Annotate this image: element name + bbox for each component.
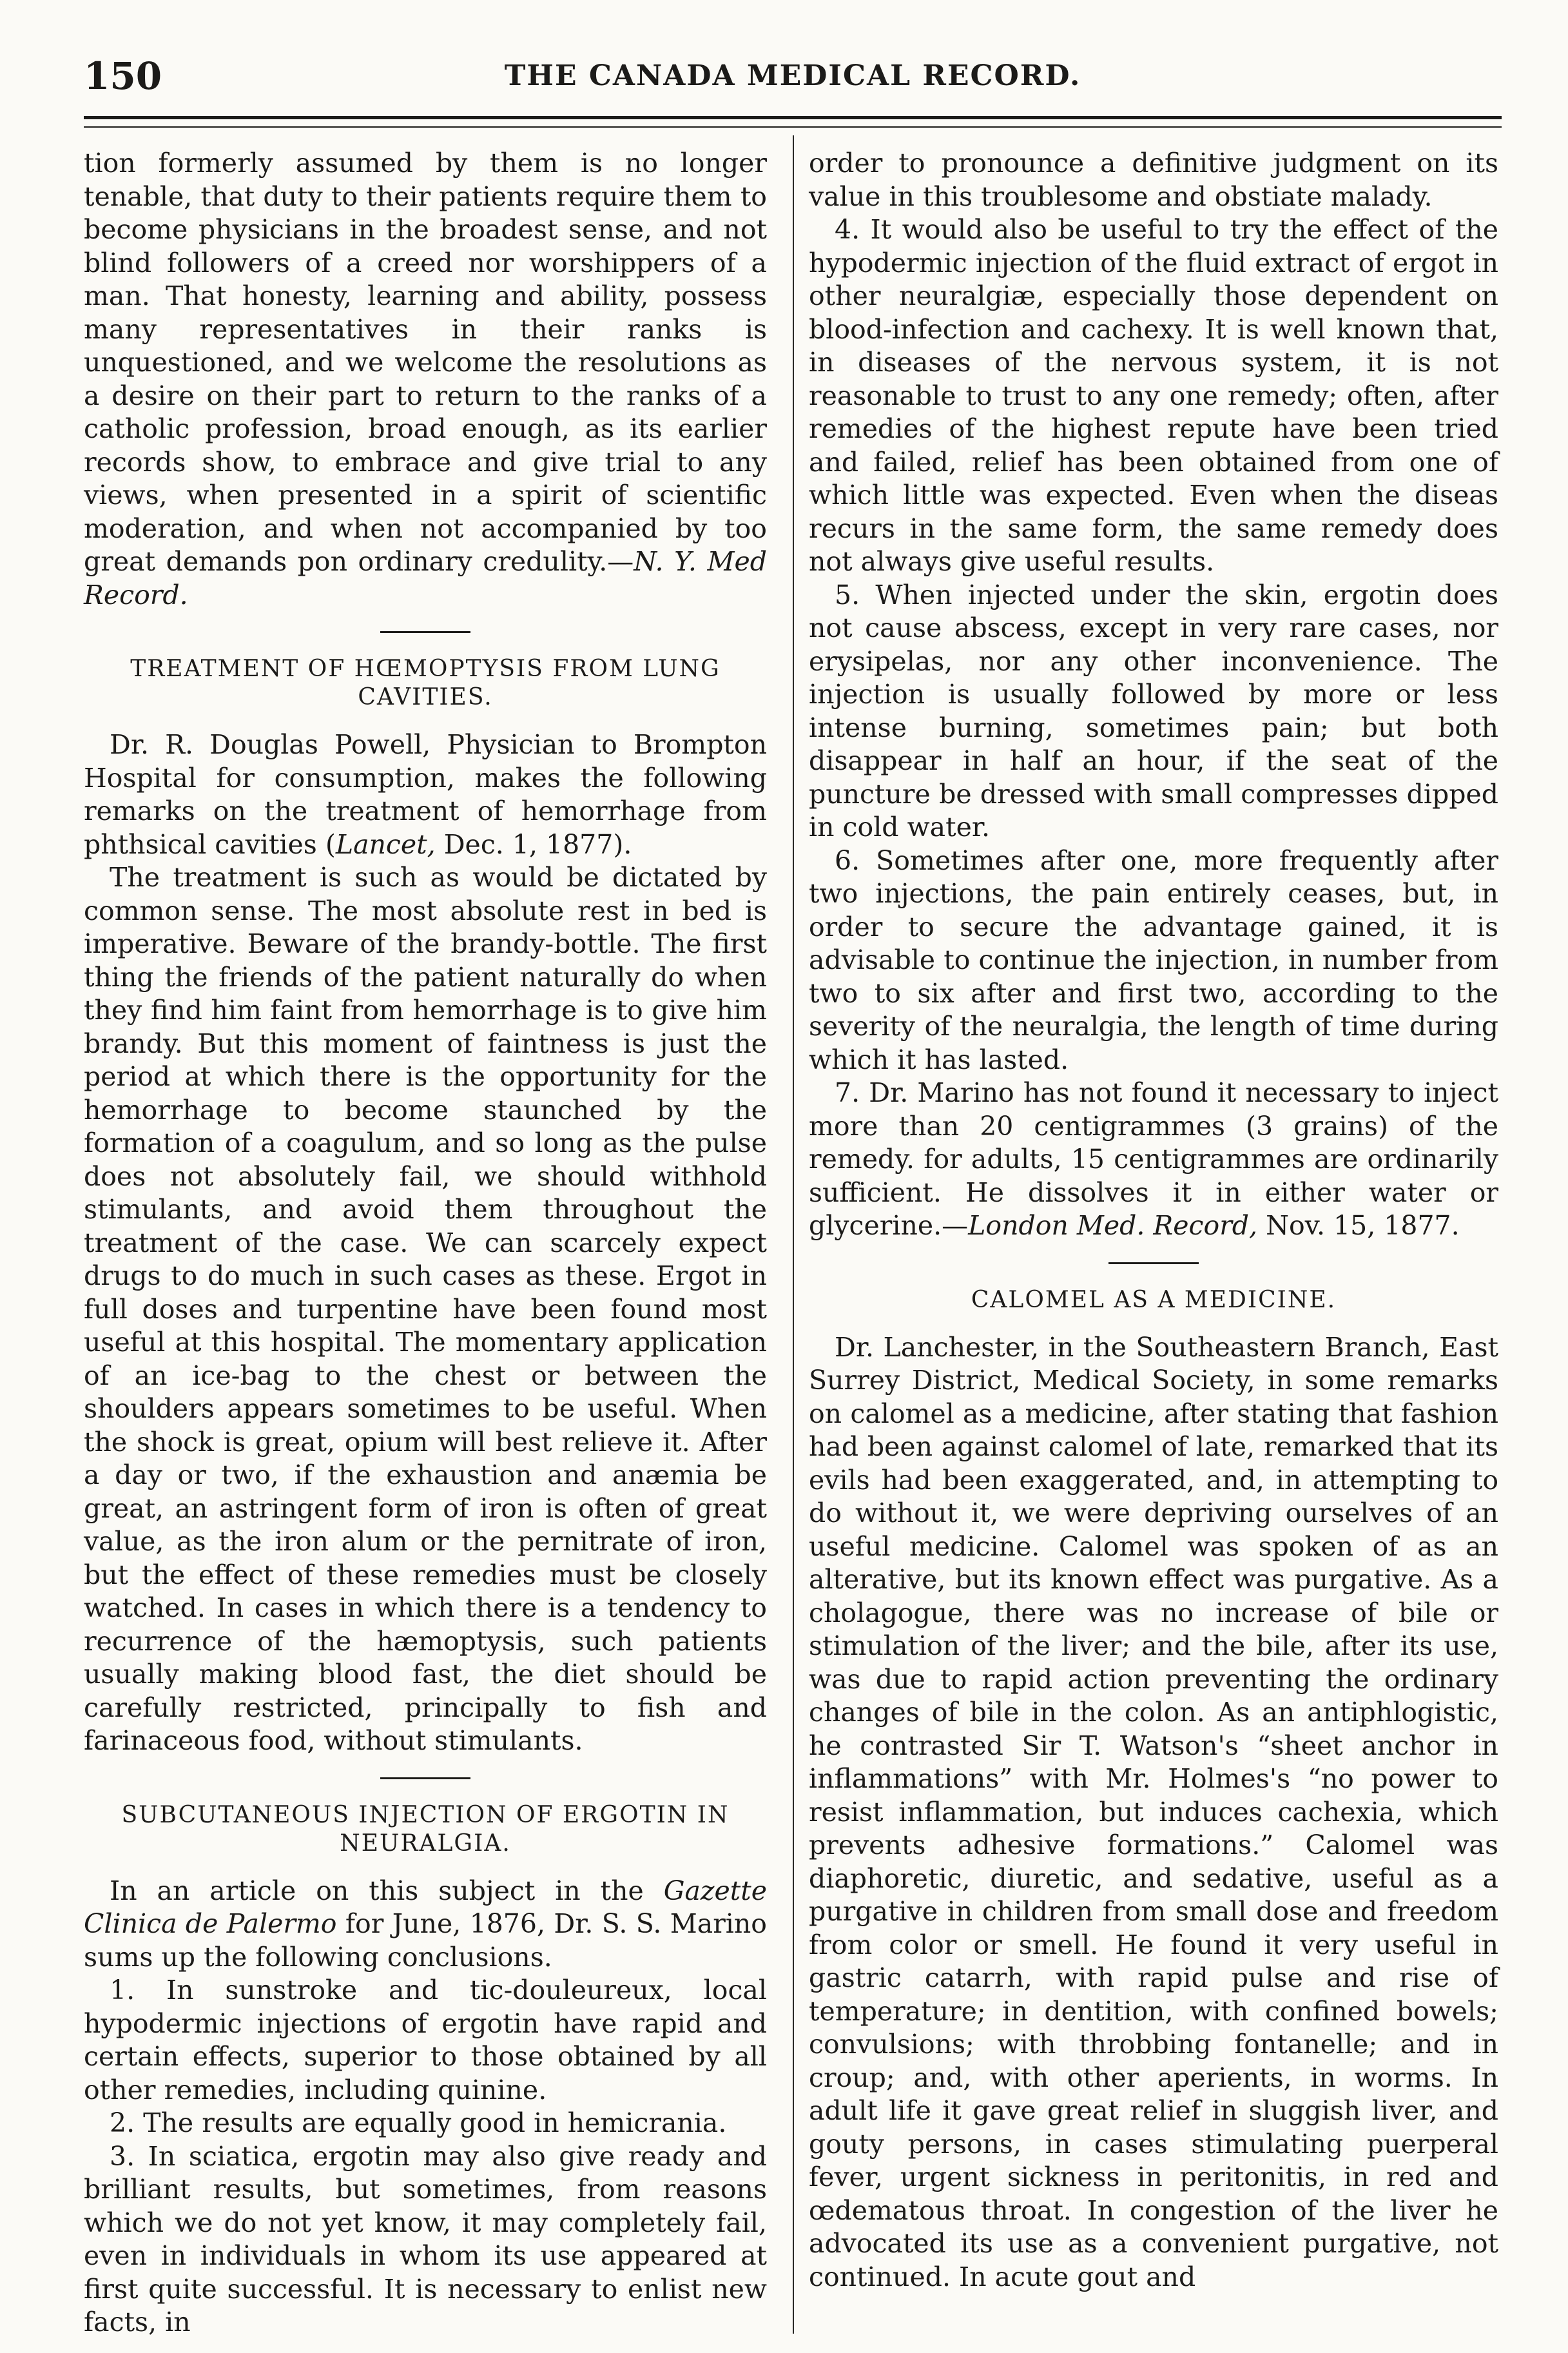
right-column (809, 147, 1498, 2294)
source-citation: London Med. Record, (968, 1210, 1258, 1241)
article-paragraph: The treatment is such as would be dictated by common sense. The most absolute rest in bed is imperative. Beware of the brandy-bottle. The first thing the friends of the patient naturally do when they find him faint from hemorrhage is to give him brandy. But this moment of faintness is just the period at which there is the opportunity for the hemorrhage to become staunched by the formation of a coagulum, and so long as the pulse does not absolutely fail, we should withhold stimulants, and avoid them throughout the treatment of the case. We can scarcely expect drugs to do much in such cases as these. Ergot in full doses and turpentine have been found most useful at this hospital. The momentary application of an ice-bag to the chest or between the shoulders appears sometimes to be useful. When the shock is great, opium will best relieve it. After a day or two, if the exhaustion and anæmia be great, an astringent form of iron is often of great value, as the iron alum or the pernitrate of iron, but the effect of these remedies must be closely watched. In cases in which there is a tendency to recurrence of the hæmoptysis, such patients usually making blood fast, the diet should be carefully restricted, principally to fish and farinaceous food, without stimulants. (84, 862, 767, 1756)
article-paragraph: In an article on this subject in the Gazette Clinica de Palermo for June, 1876, Dr. S. S. Marino sums up the following conclusions. (84, 1875, 767, 1973)
conclusion-item: 2. The results are equally good in hemicrania. (110, 2107, 727, 2138)
article-paragraph: Dr. R. Douglas Powell, Physician to Brompton Hospital for consumption, makes the following remarks on the treatment of hemorrhage from phthsical cavities (Lancet, Dec. 1, 1877). (84, 729, 767, 860)
article-paragraph: Dr. Lanchester, in the Southeastern Branch, East Surrey District, Medical Society, in some remarks on calomel as a medicine, after stating that fashion had been against calomel of late, remarked that its evils had been exaggerated, and, in attempting to do without it, we were depriving ourselves of an useful medicine. Calomel was spoken of as an alterative, but its known effect was purgative. As a cholagogue, there was no increase of bile or stimulation of the liver; and the bile, after its use, was due to rapid action preventing the ordinary changes of bile in the colon. As an antiphlogistic, he contrasted Sir T. Watson's “sheet anchor in inflammations” with Mr. Holmes's “no power to resist inflammation, but induces cachexia, which prevents adhesive formations.” Calomel was diaphoretic, diuretic, and sedative, useful as a purgative in children from small dose and freedom from color or smell. He found it very useful in gastric catarrh, with rapid pulse and rise of temperature; in dentition, with confined bowels; convulsions; with throbbing fontanelle; and in croup; and, with other aperients, in worms. In adult life it gave great relief in sluggish liver, and gouty persons, in cases stimulating puerperal fever, urgent sickness in peritonitis, in red and œdematous throat. In congestion of the liver he advocated its use as a convenient purgative, not continued. In acute gout and (809, 1331, 1498, 2292)
article-heading: TREATMENT OF HŒMOPTYSIS FROM LUNG CAVITIES. (130, 656, 721, 710)
continued-paragraph: tion formerly assumed by them is no longer tenable, that duty to their patients require them to become physicians in the broadest sense, and not blind followers of a creed nor worshippers of a man. That honesty, learning and ability, possess many representatives in their ranks is unquestioned, and we welcome the resolutions as a desire on their part to return to the ranks of a catholic profession, broad enough, as its earlier records show, to embrace and give trial to any views, when presented in a spirit of scientific moderation, and when not accompanied by too great demands pon ordinary credulity.—N. Y. Med Record. (84, 148, 767, 610)
column-divider (793, 135, 794, 2334)
source-citation: Lancet, (335, 828, 436, 860)
conclusion-item: 3. In sciatica, ergotin may also give ready and brilliant results, but sometimes, from reasons which we do not yet know, it may completely fail, even in individuals in whom its use appeared at first quite successful. It is necessary to enlist new facts, in (84, 2140, 767, 2338)
source-citation: N. Y. Med Record. (84, 546, 767, 610)
conclusion-item: 6. Sometimes after one, more frequently after two injections, the pain entirely ceases, but, in order to secure the advantage gained, it is advisable to continue the injection, in number from two to six after and first two, according to the severity of the neuralgia, the length of time during which it has lasted. (809, 845, 1498, 1075)
running-title: THE CANADA MEDICAL RECORD. (504, 59, 1081, 92)
article-heading: SUBCUTANEOUS INJECTION OF ERGOTIN IN NEURALGIA. (121, 1801, 730, 1857)
conclusion-item: 1. In sunstroke and tic-douleureux, local hypodermic injections of ergotin have rapid and certain effects, superior to those obtained by all other remedies, including quinine. (84, 1975, 767, 2105)
article-heading: CALOMEL AS A MEDICINE. (971, 1286, 1337, 1313)
section-divider (380, 631, 470, 633)
page-header (84, 45, 1502, 98)
left-column (84, 147, 767, 2339)
header-rule-thin (84, 126, 1502, 128)
section-divider (1108, 1262, 1199, 1264)
section-divider (380, 1777, 470, 1779)
source-citation: Gazette Clinica de Palermo (84, 1875, 767, 1939)
page-number: 150 (84, 54, 162, 98)
conclusion-item: 4. It would also be useful to try the effect of the hypodermic injection of the fluid extract of ergot in other neuralgiæ, especially those dependent on blood-infection and cachexy. It is well known that, in diseases of the nervous system, it is not reasonable to trust to any one remedy; often, after remedies of the highest repute have been tried and failed, relief has been obtained from one of which little was expected. Even when the diseas recurs in the same form, the same remedy does not always give useful results. (809, 214, 1498, 577)
conclusion-item: 5. When injected under the skin, ergotin does not cause abscess, except in very rare cases, nor erysipelas, nor any other inconvenience. The injection is usually followed by more or less intense burning, sometimes pain; but both disappear in half an hour, if the seat of the puncture be dressed with small compresses dipped in cold water. (809, 579, 1498, 843)
header-rule (84, 116, 1502, 119)
continued-paragraph: order to pronounce a definitive judgment on its value in this troublesome and obstiate malady. (809, 148, 1498, 212)
conclusion-item: 7. Dr. Marino has not found it necessary to inject more than 20 centigrammes (3 grains) of the remedy. for adults, 15 centigrammes are ordinarily sufficient. He dissolves it in either water or glycerine.—London Med. Record, Nov. 15, 1877. (809, 1077, 1498, 1241)
